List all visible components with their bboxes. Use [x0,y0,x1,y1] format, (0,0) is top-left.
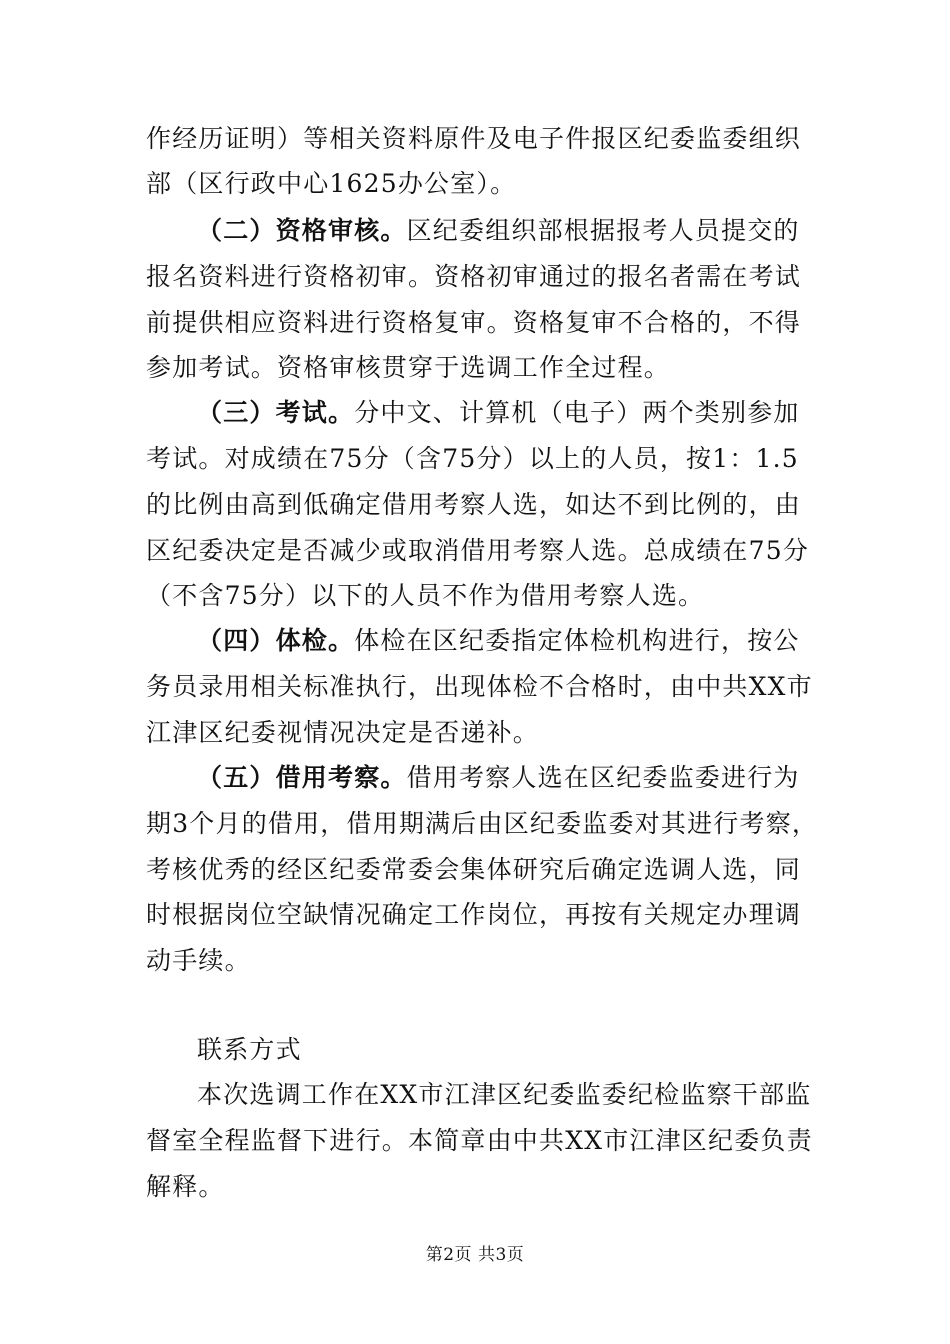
body-text-line: 江津区纪委视情况决定是否递补。 [146,718,540,747]
body-text-line: 部（区行政中心1625办公室）。 [146,169,517,198]
body-text-line: 考核优秀的经区纪委常委会集体研究后确定选调人选，同 [146,855,802,884]
section-heading: （四）体检。 [197,626,355,655]
body-text: 分中文、计算机（电子）两个类别参加 [354,398,800,427]
section-paragraph-qualification [197,216,857,246]
body-text-line: 督室全程监督下进行。本简章由中共XX市江津区纪委负责 [146,1126,813,1155]
body-text-line: 作经历证明）等相关资料原件及电子件报区纪委监委组织 [146,124,802,153]
page-number-footer: 第2页 共3页 [425,1245,525,1265]
body-text-line: 前提供相应资料进行资格复审。资格复审不合格的，不得 [146,308,802,337]
body-text-line: 考试。对成绩在75分（含75分）以上的人员，按1：1.5 [146,444,799,473]
section-heading: （五）借用考察。 [197,763,407,792]
contact-heading: 联系方式 [197,1035,302,1064]
body-text-line: 动手续。 [146,946,251,975]
body-text-line: 的比例由高到低确定借用考察人选，如达不到比例的，由 [146,490,802,519]
body-text-line: 务员录用相关标准执行，出现体检不合格时，由中共XX市 [146,672,813,701]
body-text-line: 本次选调工作在XX市江津区纪委监委纪检监察干部监 [197,1080,812,1109]
body-text: 体检在区纪委指定体检机构进行，按公 [354,626,800,655]
body-text-line: 时根据岗位空缺情况确定工作岗位，再按有关规定办理调 [146,900,802,929]
body-text-line: 期3个月的借用，借用期满后由区纪委监委对其进行考察， [146,809,819,838]
body-text: 借用考察人选在区纪委监委进行为 [406,763,800,792]
section-paragraph-exam [197,398,857,428]
section-paragraph-medical [197,626,857,656]
body-text-line: 区纪委决定是否减少或取消借用考察人选。总成绩在75分 [146,536,810,565]
body-text-line: （不含75分）以下的人员不作为借用考察人选。 [146,581,705,610]
body-text: 区纪委组织部根据报考人员提交的 [406,216,800,245]
body-text-line: 解释。 [146,1172,225,1201]
body-text-line: 报名资料进行资格初审。资格初审通过的报名者需在考试 [146,262,802,291]
body-text-line: 参加考试。资格审核贯穿于选调工作全过程。 [146,353,671,382]
section-heading: （三）考试。 [197,398,355,427]
section-heading: （二）资格审核。 [197,216,407,245]
section-paragraph-secondment [197,763,857,793]
